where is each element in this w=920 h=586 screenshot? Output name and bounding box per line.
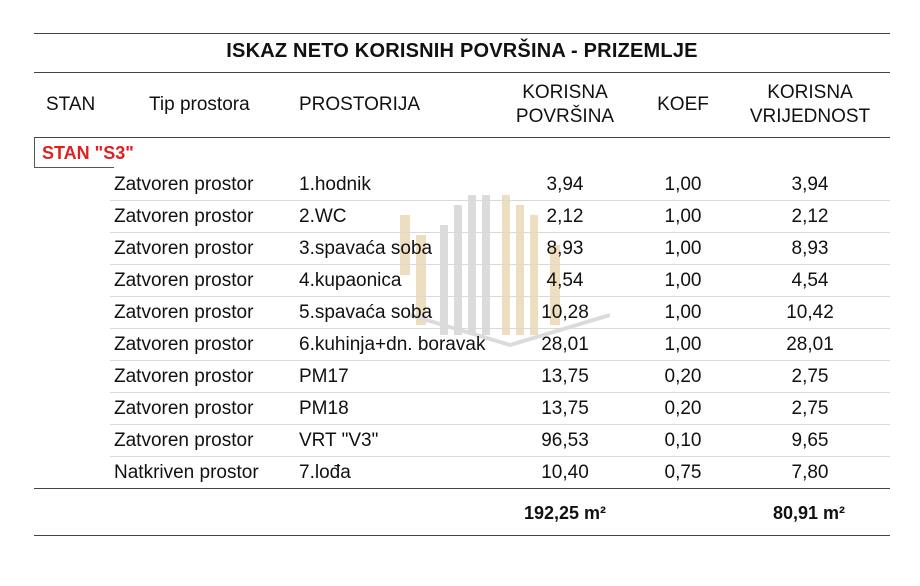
table-title: ISKAZ NETO KORISNIH POVRŠINA - PRIZEMLJE [226, 40, 698, 62]
header-tip: Tip prostora [149, 94, 250, 115]
cell-korisna-vrijednost: 8,93 [791, 238, 829, 259]
cell-korisna-vrijednost: 2,12 [791, 206, 829, 227]
unit-label-box [34, 137, 890, 168]
cell-tip-prostora: Zatvoren prostor [114, 174, 254, 195]
header-povrsina-line1: KORISNA [522, 82, 608, 103]
cell-korisna-vrijednost: 28,01 [786, 334, 834, 355]
cell-koef: 0,20 [664, 366, 702, 387]
title-rule [34, 72, 890, 73]
header-koef: KOEF [657, 94, 709, 115]
cell-korisna-povrsina: 3,94 [546, 174, 584, 195]
cell-tip-prostora: Zatvoren prostor [114, 238, 254, 259]
table-row [0, 169, 920, 201]
cell-korisna-vrijednost: 10,42 [786, 302, 834, 323]
cell-tip-prostora: Zatvoren prostor [114, 206, 254, 227]
header-vrijednost-line2: VRIJEDNOST [749, 106, 871, 127]
cell-koef: 1,00 [664, 238, 702, 259]
cell-korisna-povrsina: 96,53 [541, 430, 589, 451]
total-povrsina: 192,25 m² [524, 503, 607, 523]
table-row [0, 329, 920, 361]
cell-prostorija: 7.lođa [299, 462, 351, 483]
cell-prostorija: PM18 [299, 398, 349, 419]
cell-prostorija: PM17 [299, 366, 349, 387]
cell-tip-prostora: Zatvoren prostor [114, 430, 254, 451]
cell-korisna-vrijednost: 3,94 [791, 174, 829, 195]
cell-prostorija: VRT "V3" [299, 430, 379, 451]
cell-korisna-vrijednost: 2,75 [791, 398, 829, 419]
cell-korisna-povrsina: 2,12 [546, 206, 584, 227]
cell-korisna-vrijednost: 2,75 [791, 366, 829, 387]
header-prostorija: PROSTORIJA [299, 94, 421, 115]
cell-korisna-povrsina: 13,75 [541, 366, 589, 387]
cell-koef: 0,20 [664, 398, 702, 419]
unit-label: STAN "S3" [42, 143, 134, 163]
cell-koef: 0,10 [664, 430, 702, 451]
cell-korisna-povrsina: 4,54 [546, 270, 584, 291]
bottom-rule [34, 535, 890, 536]
table-body [0, 169, 920, 489]
cell-koef: 1,00 [664, 270, 702, 291]
header-stan: STAN [46, 94, 96, 115]
header-vrijednost [742, 81, 878, 129]
header-vrijednost-line1: KORISNA [767, 82, 853, 103]
table-row [0, 393, 920, 425]
cell-tip-prostora: Zatvoren prostor [114, 334, 254, 355]
cell-koef: 1,00 [664, 334, 702, 355]
cell-korisna-povrsina: 28,01 [541, 334, 589, 355]
cell-prostorija: 1.hodnik [299, 174, 371, 195]
table-row [0, 233, 920, 265]
cell-korisna-vrijednost: 7,80 [791, 462, 829, 483]
cell-prostorija: 3.spavaća soba [299, 238, 433, 259]
table-row [0, 265, 920, 297]
cell-tip-prostora: Natkriven prostor [114, 462, 259, 483]
cell-korisna-povrsina: 13,75 [541, 398, 589, 419]
cell-korisna-povrsina: 10,40 [541, 462, 589, 483]
header-povrsina [500, 81, 630, 129]
cell-koef: 1,00 [664, 302, 702, 323]
table-row [0, 425, 920, 457]
cell-koef: 1,00 [664, 174, 702, 195]
cell-tip-prostora: Zatvoren prostor [114, 270, 254, 291]
cell-korisna-povrsina: 8,93 [546, 238, 584, 259]
total-vrijednost: 80,91 m² [773, 503, 846, 523]
header-povrsina-line2: POVRŠINA [515, 106, 615, 127]
top-rule [34, 33, 890, 34]
cell-prostorija: 5.spavaća soba [299, 302, 433, 323]
cell-prostorija: 6.kuhinja+dn. boravak [299, 334, 486, 355]
cell-korisna-vrijednost: 4,54 [791, 270, 829, 291]
cell-korisna-vrijednost: 9,65 [791, 430, 829, 451]
table-row [0, 297, 920, 329]
table-row [0, 361, 920, 393]
cell-prostorija: 2.WC [299, 206, 347, 227]
table-row [0, 457, 920, 489]
cell-korisna-povrsina: 10,28 [541, 302, 589, 323]
cell-koef: 0,75 [664, 462, 702, 483]
totals-rule [34, 488, 890, 489]
table-row [0, 201, 920, 233]
cell-prostorija: 4.kupaonica [299, 270, 402, 291]
cell-koef: 1,00 [664, 206, 702, 227]
cell-tip-prostora: Zatvoren prostor [114, 398, 254, 419]
cell-tip-prostora: Zatvoren prostor [114, 366, 254, 387]
cell-tip-prostora: Zatvoren prostor [114, 302, 254, 323]
